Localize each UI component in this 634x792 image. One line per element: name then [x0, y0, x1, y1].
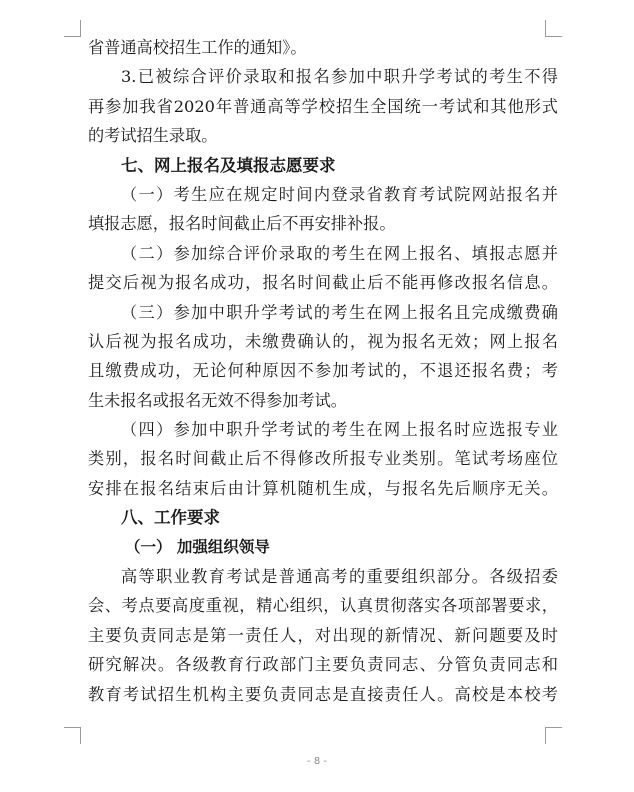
- text-line: 提交后视为报名成功，报名时间截止后不能再修改报名信息。: [88, 273, 558, 293]
- document-body: [88, 33, 558, 709]
- text-line: （二）参加综合评价录取的考生在网上报名、填报志愿并: [121, 243, 558, 263]
- section-heading: 八、工作要求: [121, 508, 220, 528]
- text-line: 省普通高校招生工作的通知》。: [88, 38, 307, 57]
- text-line: 高等职业教育考试是普通高考的重要组织部分。各级招委: [121, 567, 558, 587]
- crop-mark-bottom-left: [64, 727, 81, 744]
- text-line: 且缴费成功，无论何种原因不参加考试的，不退还报名费；考: [88, 361, 558, 381]
- text-line: 教育考试招生机构主要负责同志是直接责任人。高校是本校考: [88, 684, 558, 704]
- text-line: 填报志愿，报名时间截止后不再安排补报。: [88, 214, 396, 234]
- text-line: 3.已被综合评价录取和报名参加中职升学考试的考生不得: [121, 67, 558, 87]
- subsection-heading: （一） 加强组织领导: [125, 537, 270, 556]
- text-line: 类别，报名时间截止后不得修改所报专业类别。笔试考场座位: [88, 449, 558, 469]
- crop-mark-bottom-right: [545, 727, 562, 744]
- text-line: 安排在报名结束后由计算机随机生成，与报名先后顺序无关。: [88, 478, 558, 498]
- text-line: 研究解决。各级教育行政部门主要负责同志、分管负责同志和: [88, 655, 558, 675]
- text-line: （三）参加中职升学考试的考生在网上报名且完成缴费确: [121, 302, 558, 322]
- text-line: 生未报名或报名无效不得参加考试。: [88, 390, 347, 410]
- text-line: 认后视为报名成功，未缴费确认的，视为报名无效；网上报名: [88, 331, 558, 351]
- text-line: （四）参加中职升学考试的考生在网上报名时应选报专业: [121, 420, 558, 440]
- text-line: 主要负责同志是第一责任人，对出现的新情况、新问题要及时: [88, 625, 558, 645]
- page-number: - 8 -: [307, 756, 327, 767]
- text-line: 会、考点要高度重视，精心组织，认真贯彻落实各项部署要求，: [88, 596, 558, 616]
- section-heading: 七、网上报名及填报志愿要求: [121, 155, 336, 175]
- text-line: 再参加我省2020年普通高等学校招生全国统一考试和其他形式: [88, 96, 558, 116]
- text-line: （一）考生应在规定时间内登录省教育考试院网站报名并: [121, 184, 558, 204]
- crop-mark-top-left: [64, 20, 81, 37]
- text-line: 的考试招生录取。: [88, 126, 218, 146]
